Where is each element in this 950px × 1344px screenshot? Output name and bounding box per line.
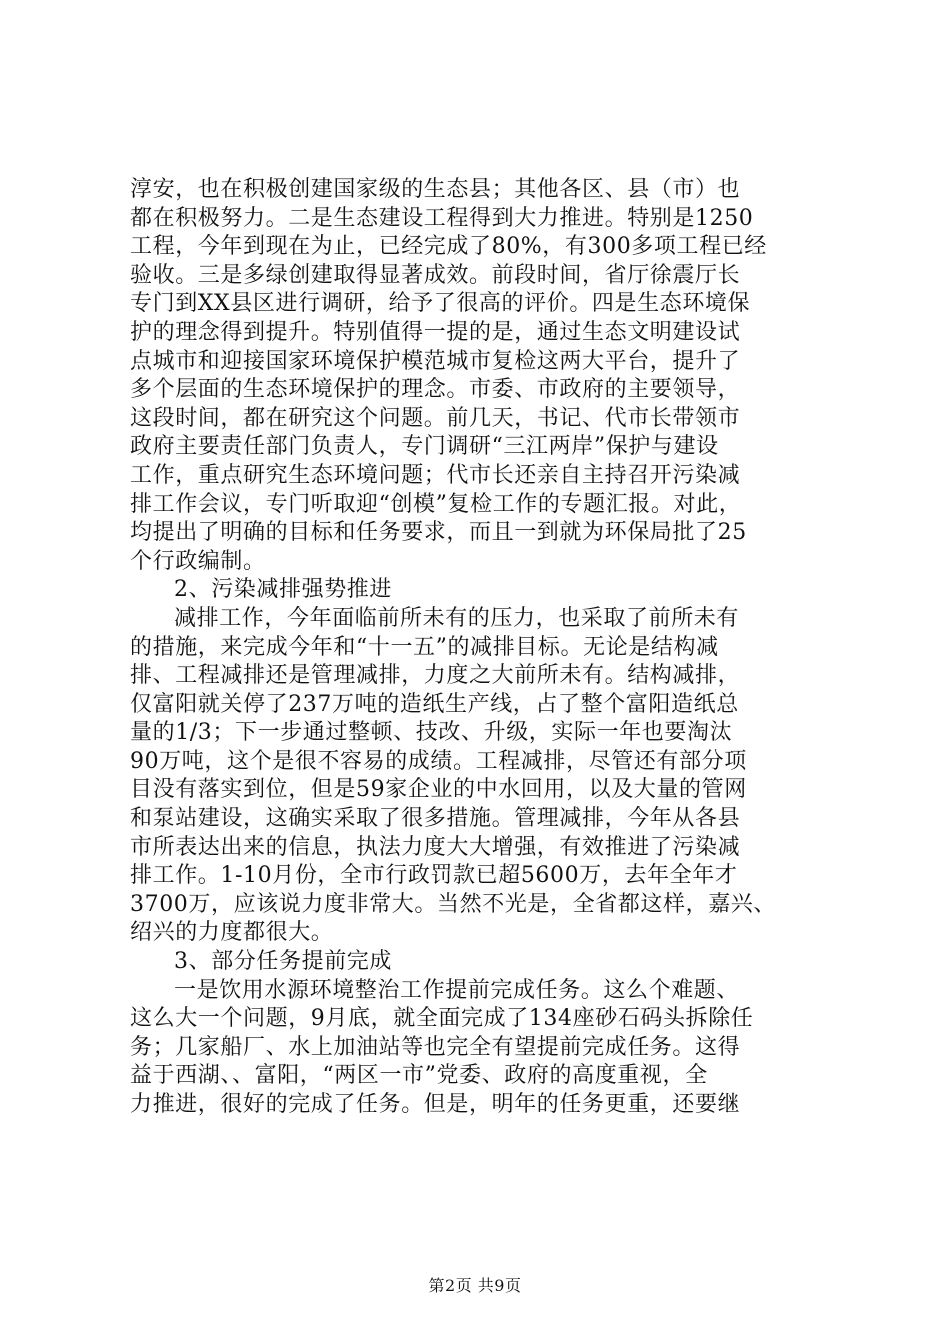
paragraph-first-line: 减排工作，今年面临前所未有的压力，也采取了前所未有 [174, 605, 740, 631]
section-heading: 2、污染减排强势推进 [174, 577, 392, 603]
text-line: 力推进，很好的完成了任务。但是，明年的任务更重，还要继 [130, 1092, 741, 1117]
text-line: 的措施，来完成今年和“十一五”的减排目标。无论是结构减 [130, 634, 719, 660]
text-line: 绍兴的力度都很大。 [130, 920, 334, 946]
text-line: 排工作会议，专门听取迎“创模”复检工作的专题汇报。对此， [130, 491, 742, 517]
text-line: 点城市和迎接国家环境保护模范城市复检这两大平台，提升了 [130, 348, 741, 374]
paragraph-first-line: 一是饮用水源环境整治工作提前完成任务。这么个难题、 [174, 977, 740, 1003]
section-heading: 3、部分任务提前完成 [174, 949, 392, 975]
text-line: 市所表达出来的信息，执法力度大大增强，有效推进了污染减 [130, 834, 741, 860]
text-line: 工作，重点研究生态环境问题；代市长还亲自主持召开污染减 [130, 462, 741, 488]
text-line: 工程，今年到现在为止，已经完成了80%，有300多项工程已经 [130, 234, 767, 260]
text-line: 护的理念得到提升。特别值得一提的是，通过生态文明建设试 [130, 319, 741, 345]
text-line: 多个层面的生态环境保护的理念。市委、市政府的主要领导， [130, 377, 741, 403]
text-line: 验收。三是多绿创建取得显著成效。前段时间，省厅徐震厅长 [130, 262, 741, 288]
page-number-footer: 第2页 共9页 [428, 1276, 522, 1295]
text-line: 这段时间，都在研究这个问题。前几天，书记、代市长带领市 [130, 405, 741, 431]
text-line: 益于西湖、、富阳，“两区一市”党委、政府的高度重视，全 [130, 1063, 708, 1089]
text-line: 和泵站建设，这确实采取了很多措施。管理减排，今年从各县 [130, 806, 741, 832]
text-line: 量的1/3；下一步通过整顿、技改、升级，实际一年也要淘汰 [130, 720, 733, 746]
text-line: 都在积极努力。二是生态建设工程得到大力推进。特别是1250 [130, 205, 754, 231]
text-line: 排、工程减排还是管理减排，力度之大前所未有。结构减排， [130, 663, 741, 689]
text-line: 淳安，也在积极创建国家级的生态县；其他各区、县（市）也 [130, 177, 741, 202]
text-line: 专门到XX县区进行调研，给予了很高的评价。四是生态环境保 [130, 291, 751, 317]
text-line: 个行政编制。 [130, 548, 266, 574]
text-line: 均提出了明确的目标和任务要求，而且一到就为环保局批了25 [130, 520, 747, 546]
text-line: 这么大一个问题，9月底，就全面完成了134座砂石码头拆除任 [130, 1006, 754, 1032]
body-text [130, 176, 830, 1120]
text-line: 目没有落实到位，但是59家企业的中水回用，以及大量的管网 [130, 777, 747, 803]
text-line: 仅富阳就关停了237万吨的造纸生产线，占了整个富阳造纸总 [130, 691, 739, 717]
text-line: 排工作。1-10月份，全市行政罚款已超5600万，去年全年才 [130, 863, 738, 889]
text-line: 90万吨，这个是很不容易的成绩。工程减排，尽管还有部分项 [130, 748, 747, 774]
text-line: 3700万，应该说力度非常大。当然不光是，全省都这样，嘉兴、 [130, 891, 776, 917]
text-line: 政府主要责任部门负责人，专门调研“三江两岸”保护与建设 [130, 434, 719, 460]
text-line: 务；几家船厂、水上加油站等也完全有望提前完成任务。这得 [130, 1034, 741, 1060]
